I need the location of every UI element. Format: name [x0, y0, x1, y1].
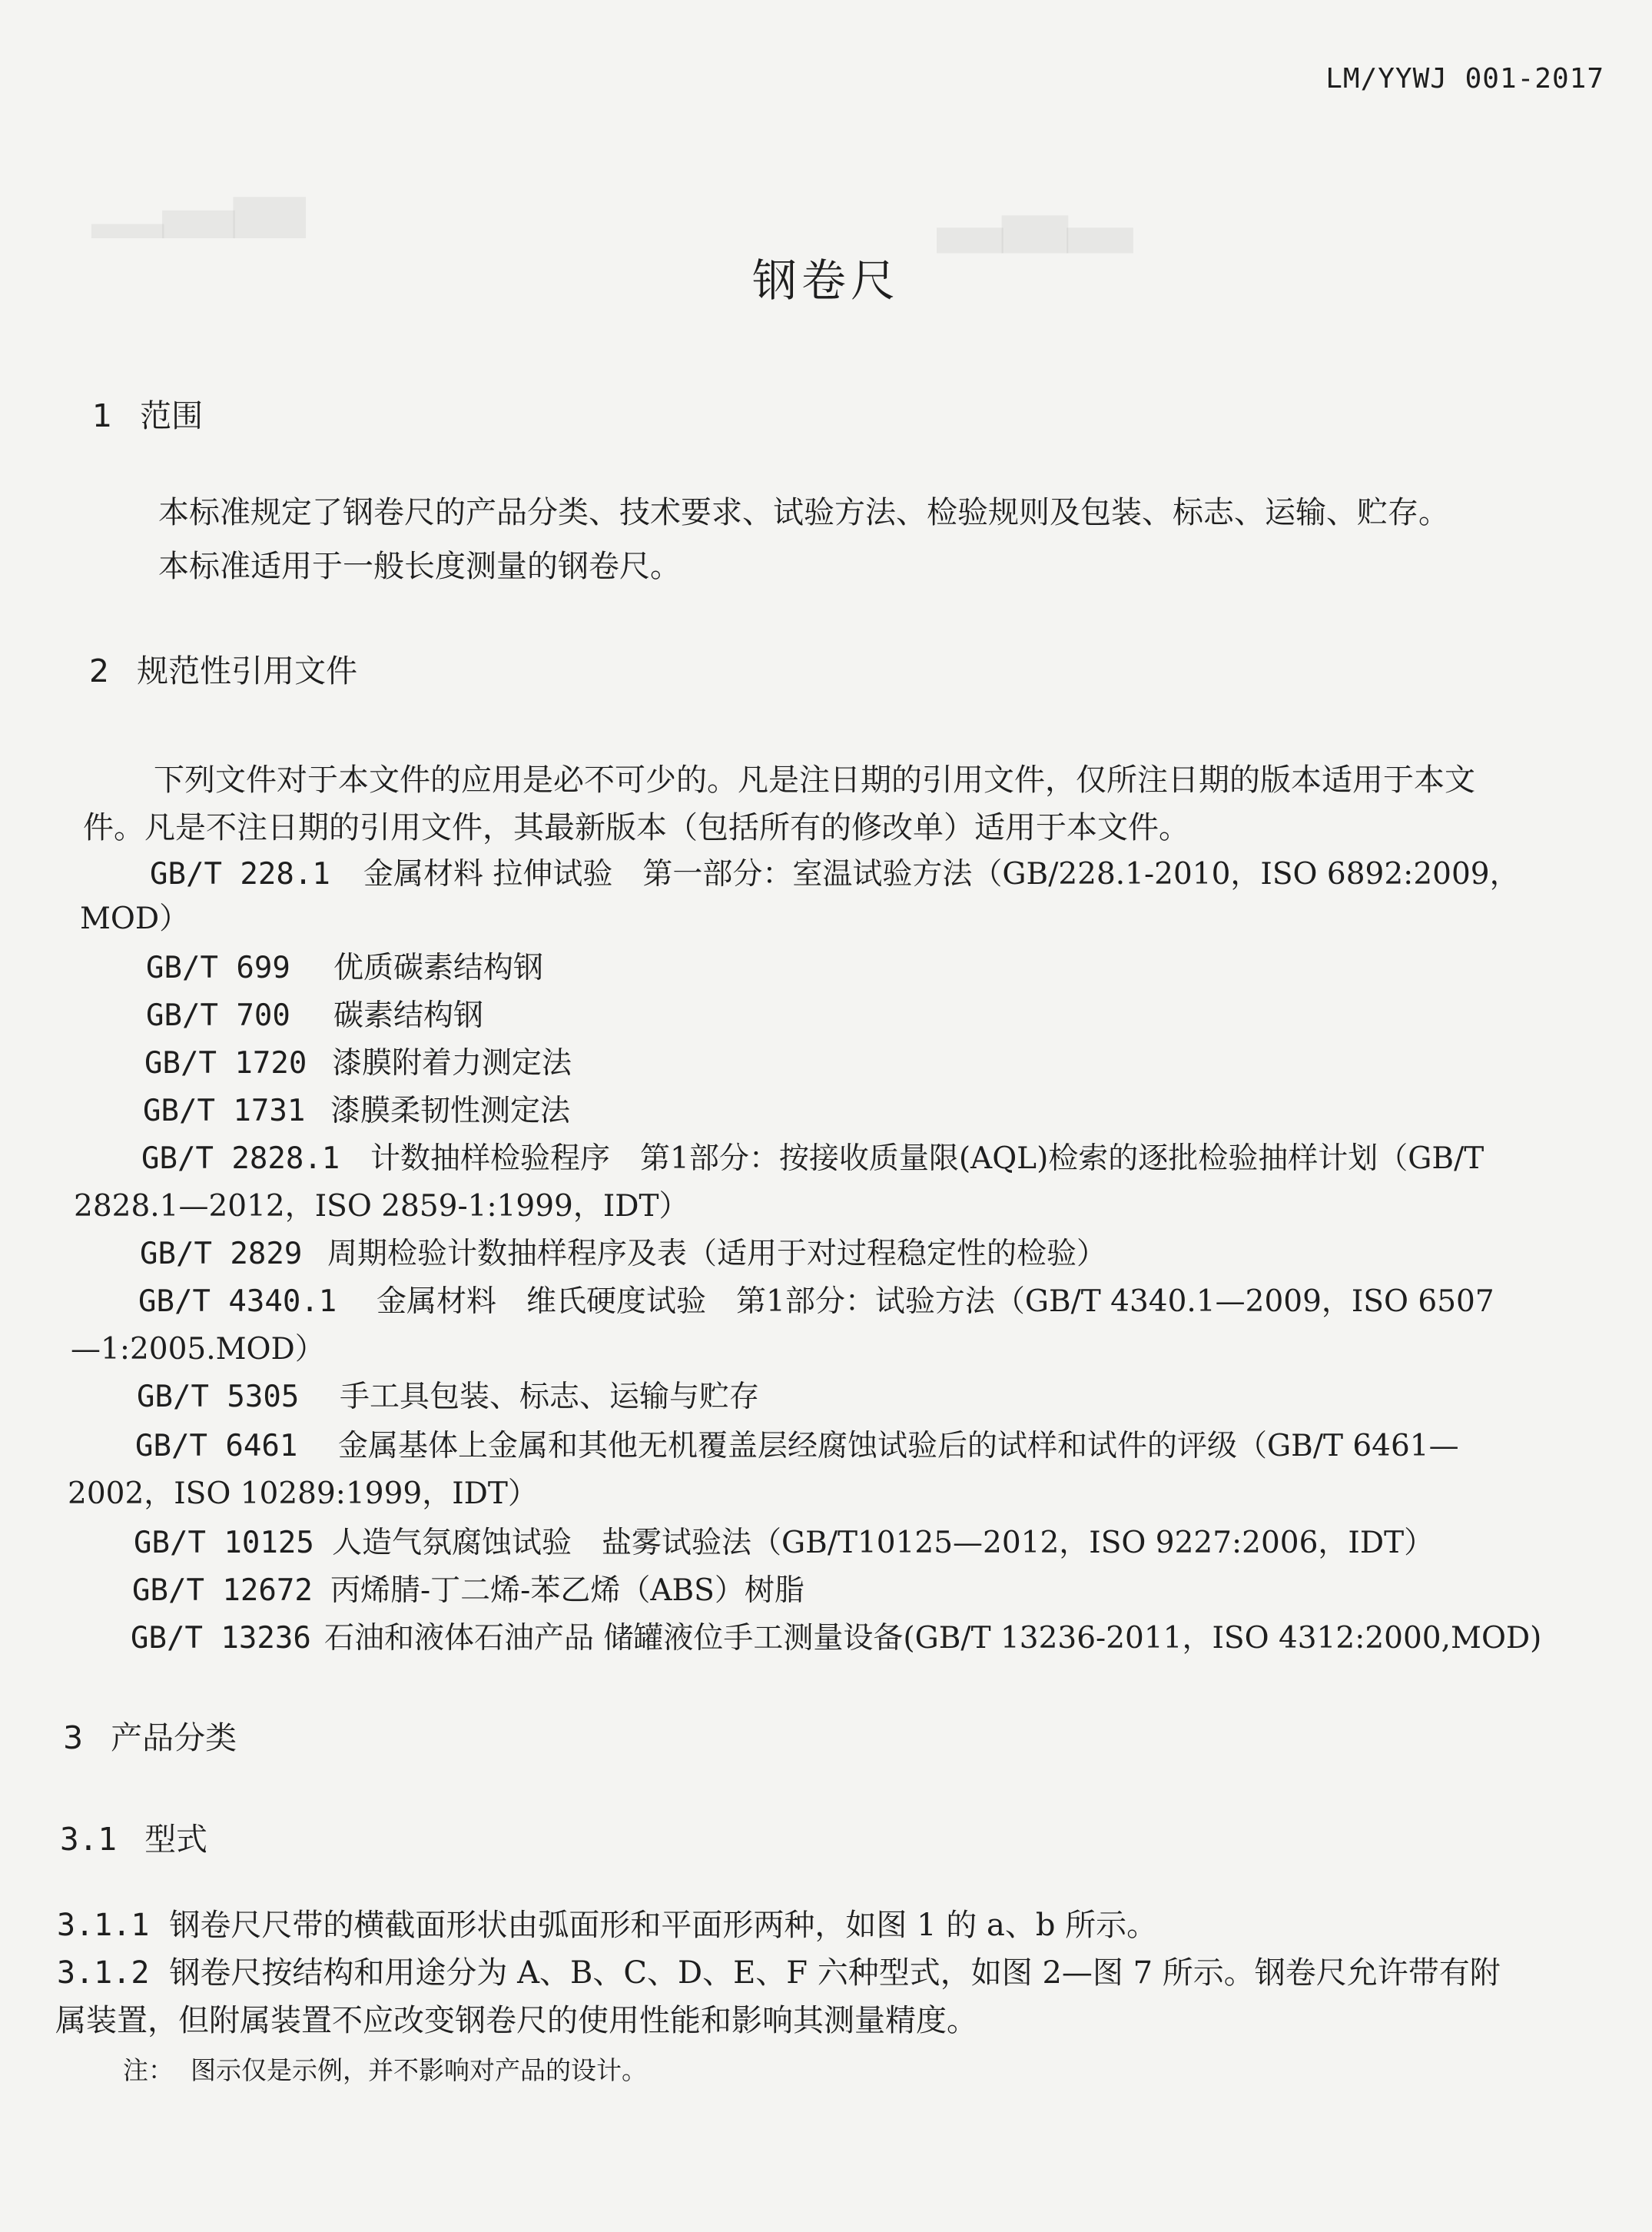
- reference-item: [144, 1039, 572, 1082]
- document-code: LM/YYWJ 001-2017: [1325, 63, 1604, 95]
- reference-code: GB/T 6461: [135, 1429, 298, 1463]
- reference-code: GB/T 12672: [132, 1573, 313, 1608]
- reference-title: 漆膜附着力测定法: [332, 1046, 572, 1081]
- show-through-artifact: ▁▂▃: [92, 131, 305, 237]
- reference-item: [146, 944, 543, 987]
- reference-continuation: 2002，ISO 10289:1999，IDT）: [68, 1476, 538, 1511]
- reference-item: [131, 1614, 1541, 1657]
- reference-title: 人造气氛腐蚀试验 盐雾试验法（GB/T10125—2012，ISO 9227:2006，IDT）: [332, 1526, 1435, 1560]
- section-3-heading: [63, 1712, 237, 1758]
- reference-item: [141, 1134, 1484, 1177]
- reference-item: [132, 1566, 804, 1609]
- subsection-3-1-heading: [60, 1814, 207, 1859]
- subsection-title: 型式: [144, 1821, 208, 1858]
- reference-code: GB/T 2829: [140, 1237, 303, 1271]
- reference-continuation: —1:2005.MOD）: [71, 1332, 325, 1367]
- reference-item: [143, 1087, 570, 1130]
- reference-title: 漆膜柔韧性测定法: [330, 1094, 571, 1128]
- section-title: 产品分类: [111, 1719, 237, 1756]
- clause-3-1-2: [57, 1949, 1501, 1997]
- section-2-heading: [89, 646, 357, 691]
- reference-code: GB/T 5305: [137, 1380, 300, 1414]
- section-title: 规范性引用文件: [137, 653, 358, 689]
- reference-code: GB/T 699: [146, 951, 290, 985]
- section-number: 1: [92, 397, 113, 434]
- references-intro-line-2: 件。凡是不注日期的引用文件，其最新版本（包括所有的修改单）适用于本文件。: [83, 810, 1189, 845]
- reference-item: [135, 1422, 1459, 1465]
- section-number: 2: [89, 653, 110, 689]
- scope-paragraph-1: 本标准规定了钢卷尺的产品分类、技术要求、试验方法、检验规则及包装、标志、运输、贮存。: [158, 495, 1449, 530]
- reference-code: GB/T 700: [146, 998, 290, 1033]
- clause-3-1-1: [57, 1902, 1157, 1949]
- show-through-artifact: ▂▃▂: [937, 154, 1133, 252]
- clause-text: 钢卷尺尺带的横截面形状由弧面形和平面形两种，如图 1 的 a、b 所示。: [169, 1908, 1158, 1943]
- reference-title: 手工具包装、标志、运输与贮存: [340, 1380, 760, 1414]
- reference-item: [134, 1519, 1434, 1562]
- reference-item: [146, 991, 483, 1035]
- clause-text: 钢卷尺按结构和用途分为 A、B、C、D、E、F 六种型式，如图 2—图 7 所示。钢卷尺允许带有附: [169, 1955, 1501, 1991]
- reference-title: 石油和液体石油产品 储罐液位手工测量设备(GB/T 13236-2011，ISO 4312:2000,MOD): [324, 1621, 1542, 1656]
- references-intro-line-1: 下列文件对于本文件的应用是必不可少的。凡是注日期的引用文件，仅所注日期的版本适用于本文: [154, 762, 1475, 798]
- reference-title: 金属基体上金属和其他无机覆盖层经腐蚀试验后的试样和试件的评级（GB/T 6461—: [338, 1429, 1459, 1463]
- reference-code: GB/T 1731: [143, 1094, 306, 1128]
- clause-number: 3.1.2: [57, 1955, 150, 1991]
- reference-title: 金属材料 维氏硬度试验 第1部分：试验方法（GB/T 4340.1—2009，ISO 6507: [377, 1284, 1494, 1319]
- reference-item: [137, 1373, 759, 1416]
- reference-code: GB/T 228.1: [150, 857, 330, 892]
- reference-code: GB/T 1720: [144, 1046, 307, 1081]
- reference-item: [150, 850, 1520, 893]
- reference-code: GB/T 2828.1: [141, 1141, 340, 1176]
- reference-title: 计数抽样检验程序 第1部分：按接收质量限(AQL)检索的逐批检验抽样计划（GB/T: [370, 1141, 1484, 1176]
- clause-3-1-2-continuation: 属装置，但附属装置不应改变钢卷尺的使用性能和影响其测量精度。: [55, 2003, 977, 2038]
- reference-item: [138, 1277, 1494, 1320]
- reference-title: 周期检验计数抽样程序及表（适用于对过程稳定性的检验）: [327, 1237, 1107, 1271]
- reference-title: 金属材料 拉伸试验 第一部分：室温试验方法（GB/228.1-2010，ISO 6892:2009，: [363, 857, 1520, 892]
- section-number: 3: [63, 1719, 84, 1756]
- reference-continuation: MOD）: [80, 902, 190, 936]
- reference-title: 碳素结构钢: [333, 998, 484, 1033]
- reference-title: 优质碳素结构钢: [333, 951, 544, 985]
- note-label: 注：: [123, 2055, 174, 2085]
- reference-title: 丙烯腈-丁二烯-苯乙烯（ABS）树脂: [330, 1573, 804, 1608]
- page-title: 钢卷尺: [751, 254, 900, 307]
- reference-code: GB/T 13236: [131, 1621, 311, 1656]
- clause-number: 3.1.1: [57, 1908, 150, 1943]
- reference-code: GB/T 4340.1: [138, 1284, 337, 1319]
- note: [123, 2051, 647, 2087]
- subsection-number: 3.1: [60, 1821, 118, 1858]
- reference-code: GB/T 10125: [134, 1526, 314, 1560]
- reference-continuation: 2828.1—2012，ISO 2859-1:1999，IDT）: [74, 1189, 689, 1224]
- note-text: 图示仅是示例，并不影响对产品的设计。: [191, 2055, 647, 2085]
- scope-paragraph-2: 本标准适用于一般长度测量的钢卷尺。: [158, 549, 681, 584]
- reference-item: [140, 1230, 1106, 1273]
- section-title: 范围: [140, 397, 204, 434]
- section-1-heading: [92, 390, 203, 436]
